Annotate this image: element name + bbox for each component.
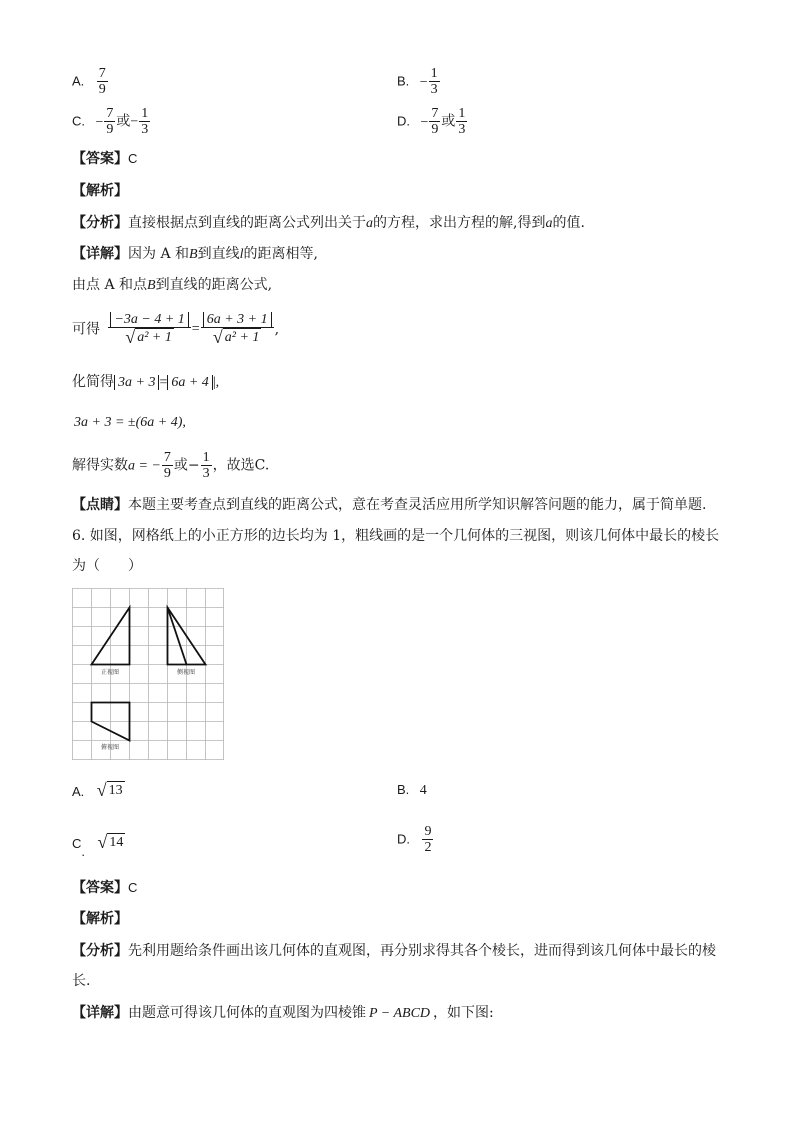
- fraction: [456, 106, 467, 137]
- xiangjie-tag: 【详解】: [72, 246, 128, 262]
- fraction: [201, 312, 274, 347]
- option-letter: A.: [72, 784, 85, 799]
- xiangjie-text: 因为 A 和: [128, 246, 190, 262]
- denominator: 2: [424, 840, 432, 855]
- sqrt: √ 14: [97, 832, 124, 852]
- option-letter: B.: [397, 782, 410, 797]
- fraction: [97, 66, 108, 97]
- q6-option-c[interactable]: [72, 832, 125, 859]
- denominator: 3: [141, 122, 149, 137]
- numerator: 7: [431, 106, 439, 121]
- equals-sign: =: [191, 321, 200, 337]
- minus-sign: −: [419, 74, 428, 90]
- q5-equation-2: [72, 373, 219, 392]
- math-var: a: [545, 216, 553, 231]
- top-view-label: 俯视图: [100, 745, 120, 751]
- numerator: 7: [98, 66, 106, 81]
- xiangjie-tag: 【详解】: [72, 1005, 128, 1021]
- eq-suffix: ,: [274, 321, 280, 338]
- body-text: 到直线的距离公式,: [155, 277, 273, 293]
- q6-fenxi: [72, 942, 716, 960]
- minus-sign: −: [130, 114, 139, 130]
- q6-stem-line2: 为（ ）: [72, 558, 142, 574]
- minus-sign: −: [420, 114, 429, 130]
- sqrt: √ a² + 1: [125, 327, 172, 347]
- q5-option-d[interactable]: [397, 106, 468, 137]
- fenxi-tag: 【分析】: [72, 215, 128, 231]
- front-view-label: 正视图: [100, 670, 120, 676]
- xiangjie-text: ，如下图:: [433, 1005, 494, 1021]
- body-text: 解得实数: [72, 457, 128, 474]
- denominator: 9: [98, 82, 106, 97]
- q6-option-d[interactable]: [397, 824, 434, 855]
- fraction: [201, 450, 212, 481]
- q5-option-a[interactable]: [72, 66, 109, 97]
- q5-xiangjie: [72, 245, 318, 264]
- q5-analysis-tag: 【解析】: [72, 183, 128, 199]
- q5-solution: [72, 450, 269, 481]
- fraction: [139, 106, 150, 137]
- denominator: 3: [458, 122, 466, 137]
- equals-sign: =: [159, 375, 168, 390]
- numerator: 1: [141, 106, 149, 121]
- math-var: B: [147, 278, 156, 293]
- numerator: 7: [106, 106, 114, 121]
- denominator: 9: [163, 466, 171, 481]
- answer-tag: 【答案】: [72, 880, 128, 896]
- numerator: 1: [430, 66, 438, 81]
- fenxi-text: 先利用题给条件画出该几何体的直观图，再分别求得其各个棱长，进而得到该几何体中最长的棱: [128, 943, 716, 959]
- q6-stem-line1: 6. 如图，网格纸上的小正方形的边长均为 1，粗线画的是一个几何体的三视图，则该几何体中最长的棱长: [72, 528, 720, 544]
- q6-xiangjie: [72, 1004, 494, 1023]
- fenxi-text: 的值.: [552, 215, 585, 231]
- math-var: B: [189, 247, 198, 262]
- fraction: [162, 450, 173, 481]
- q5-equation-3: 3a + 3 = ±(6a + 4),: [74, 415, 186, 430]
- numerator: [108, 312, 190, 328]
- denominator: 9: [106, 122, 114, 137]
- sqrt: √ 13: [96, 780, 123, 800]
- math-var: l: [239, 247, 244, 262]
- answer-tag: 【答案】: [72, 151, 128, 167]
- or-text: 或−: [173, 457, 200, 474]
- xiangjie-text: 的距离相等,: [243, 246, 318, 262]
- q5-dianjing: [72, 496, 706, 514]
- xiangjie-text: 由题意可得该几何体的直观图为四棱锥: [128, 1005, 366, 1021]
- fraction: [429, 106, 440, 137]
- fraction: [104, 106, 115, 137]
- option-dot: .: [81, 844, 86, 859]
- numerator: 7: [163, 450, 171, 465]
- xiangjie-text: 到直线: [197, 246, 240, 262]
- abs-value: 6a + 3 + 1: [203, 312, 272, 327]
- side-view-label: 侧视图: [176, 670, 196, 676]
- q6-option-b[interactable]: [397, 781, 427, 800]
- three-view-figure: [72, 588, 224, 760]
- minus-sign: −: [95, 114, 104, 130]
- math-var: a: [366, 216, 373, 231]
- fraction: [422, 824, 433, 855]
- or-text: 或: [441, 113, 456, 130]
- option-letter: D.: [397, 831, 410, 847]
- q5-option-b[interactable]: [397, 66, 441, 97]
- q5-option-c[interactable]: [72, 106, 151, 137]
- fraction: [108, 312, 190, 347]
- option-letter: D.: [397, 113, 410, 129]
- option-letter: C.: [72, 113, 85, 129]
- dianjing-tag: 【点睛】: [72, 497, 128, 513]
- answer-value: C: [128, 880, 138, 895]
- denominator: 9: [431, 122, 439, 137]
- numerator: 1: [458, 106, 466, 121]
- grid: [72, 588, 224, 760]
- fraction: [429, 66, 440, 97]
- q5-line2: [72, 276, 272, 295]
- fenxi-text: 的方程，求出方程的解,得到: [373, 215, 546, 231]
- denominator: 3: [202, 466, 210, 481]
- q6-answer: [72, 879, 137, 897]
- answer-value: C: [128, 151, 138, 166]
- eq-prefix: 可得: [72, 321, 100, 338]
- or-text: 或: [116, 113, 131, 130]
- numerator: 9: [424, 824, 432, 839]
- eq-suffix: |,: [212, 375, 220, 390]
- option-letter: B.: [397, 73, 410, 89]
- radicand: a² + 1: [137, 330, 172, 345]
- option-value: 4: [419, 783, 427, 798]
- q5-fenxi: [72, 214, 585, 233]
- option-letter: A.: [72, 73, 85, 89]
- abs-value: 3a + 3: [114, 375, 159, 390]
- radicand: 14: [109, 835, 124, 850]
- q6-option-a[interactable]: [72, 781, 125, 801]
- abs-value: −3a − 4 + 1: [110, 312, 188, 327]
- numerator: 1: [202, 450, 210, 465]
- math-var: a = −: [128, 458, 161, 474]
- fenxi-text: 直接根据点到直线的距离公式列出关于: [128, 215, 366, 231]
- q5-answer: [72, 150, 137, 168]
- denominator: [211, 328, 264, 347]
- denominator: 3: [430, 82, 438, 97]
- body-text: ，故选C.: [212, 457, 270, 474]
- dianjing-text: 本题主要考查点到直线的距离公式，意在考查灵活应用所学知识解答问题的能力，属于简单题.: [128, 497, 707, 513]
- fenxi-tag: 【分析】: [72, 943, 128, 959]
- denominator: [123, 328, 176, 347]
- q6-fenxi-line2: 长.: [72, 973, 91, 989]
- sqrt: √ a² + 1: [212, 327, 260, 347]
- eq-prefix: 化简得: [72, 374, 114, 390]
- body-text: 由点 A 和点: [72, 277, 148, 293]
- abs-value: 6a + 4: [167, 375, 212, 390]
- numerator: [201, 312, 274, 328]
- radicand: 13: [108, 783, 123, 798]
- option-letter: C: [72, 836, 82, 851]
- math-expression: P − ABCD: [369, 1006, 431, 1021]
- q6-analysis-tag: 【解析】: [72, 911, 128, 927]
- q5-equation-1: [72, 312, 279, 347]
- radicand: a² + 1: [224, 330, 260, 345]
